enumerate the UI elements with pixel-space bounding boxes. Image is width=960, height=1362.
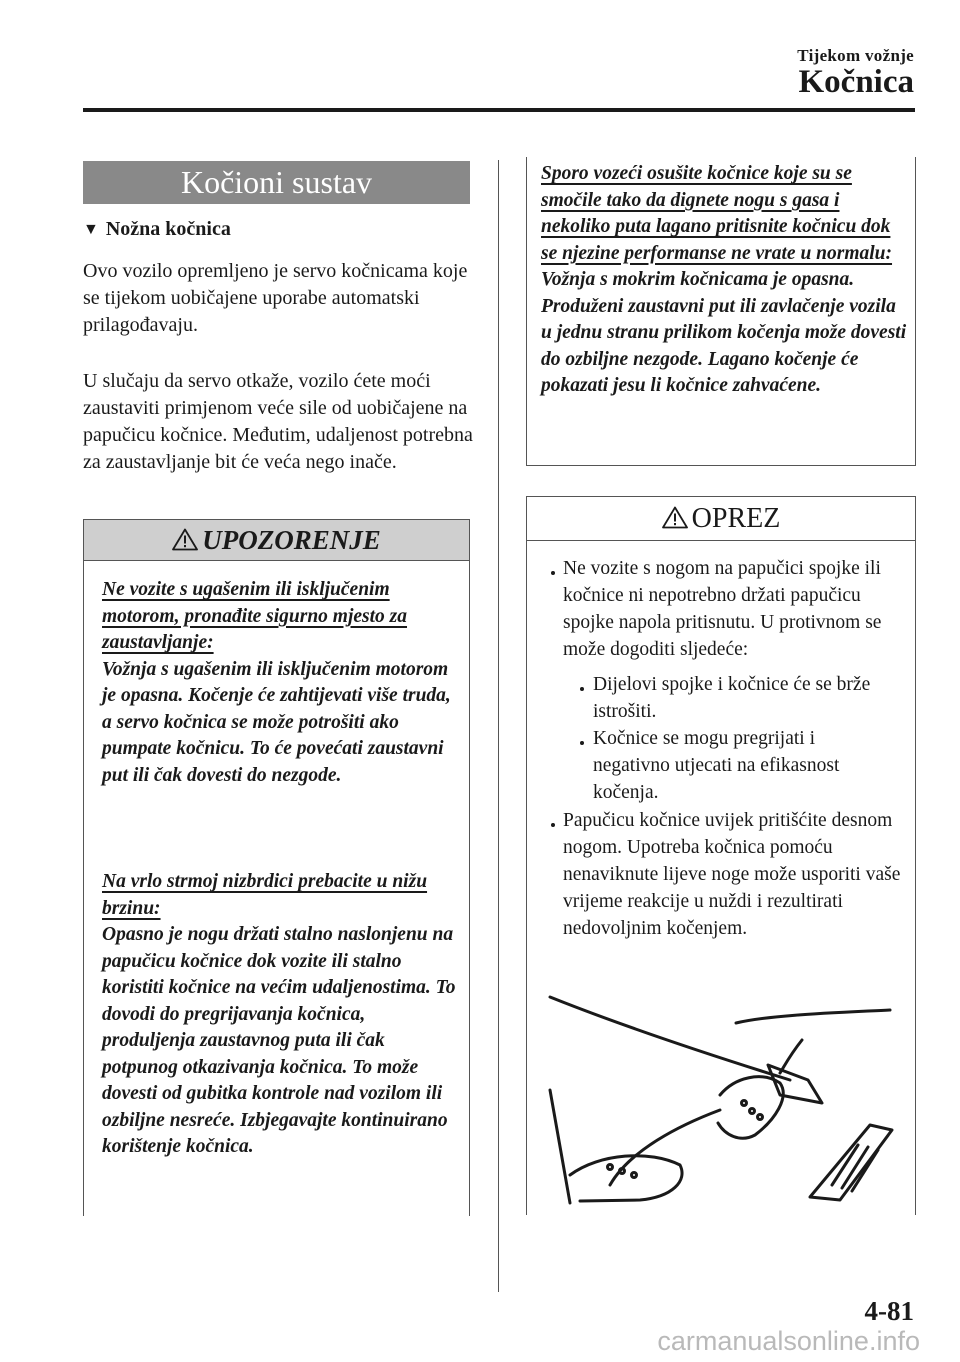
bullet-dot-icon [551,823,555,827]
warning-item-title: Sporo vozeći osušite kočnice koje su se smočile tako da dignete nogu s gasa i nekoliko puta lagano pritisnite kočnicu dok se njezine performanse ne vrate u normalu: [541,163,893,264]
warning-item-downhill [102,869,462,1161]
paragraph-servo: Ovo vozilo opremljeno je servo kočnicama koje se tijekom uobičajene uporabe automatski prilagođavaju. [83,260,468,336]
caution-header [527,497,915,541]
paragraph-failure: U slučaju da servo otkaže, vozilo ćete moći zaustaviti primjenom veće sile od uobičajene na papučicu kočnice. Međutim, udaljenost potrebna za zaustavljanje bit će veća nego inače. [83,370,473,473]
watermark: carmanualsonline.info [657,1326,920,1356]
warning-item-title: Na vrlo strmoj nizbrdici prebacite u nižu brzinu: [102,871,428,919]
caution-bullet-clutch: Ne vozite s nogom na papučici spojke ili kočnice ni nepotrebno držati papučicu spojke napola pritisnutu. U protivnom se može dogoditi sljedeće: [563,558,882,660]
warning-heading: UPOZORENJE [202,525,381,555]
warning-box [83,519,470,1216]
pedal-foot-illustration [540,985,900,1205]
warning-item-title: Ne vozite s ugašenim ili isključenim motorom, pronađite sigurno mjesto za zaustavljanje: [102,579,408,653]
subheading-text: Nožna kočnica [105,218,231,240]
bullet-dot-icon [551,571,555,575]
subheading [83,218,231,241]
chapter-label: Tijekom vožnje [797,46,914,65]
column-divider [498,160,499,1292]
caution-bullet-right-foot: Papučicu kočnice uvijek pritišćite desnom nogom. Upotreba kočnica pomoću nenaviknute lijeve noge može usporiti vaše vrijeme reakcije u nuždi i rezultirati nedovoljnim kočenjem. [563,810,901,939]
section-title: Kočioni sustav [83,161,470,204]
warning-item-body: Vožnja s mokrim kočnicama je opasna. Produženi zaustavni put ili zavlačenje vozila u jednu stranu prilikom kočenja može dovesti do ozbiljne nezgode. Lagano kočenje će pokazati jesu li kočnice zahvaćene. [541,269,907,396]
caution-heading: OPREZ [691,503,781,534]
warning-item-wet-brakes [541,161,907,400]
header-divider [83,108,915,112]
chapter-title: Kočnica [798,64,914,100]
warning-item-engine-off [102,577,462,789]
warning-continuation-box [526,157,916,466]
caution-subbullet-overheat: Kočnice se mogu pregrijati i negativno utjecati na efikasnost kočenja. [593,728,840,803]
warning-header [84,520,469,561]
warning-item-body: Opasno je nogu držati stalno naslonjenu na papučicu kočnice dok vozite ili stalno koristiti kočnice na većim udaljenostima. To dovodi do pregrijavanja kočnica, produljenja zaustavnog puta ili čak potpunog otkazivanja kočnica. To može dovesti od gubitka kontrole nad vozilom ili ozbiljne nesreće. Izbjegavajte kontinuirano korištenje kočnica. [102,924,456,1157]
caution-triangle-icon [662,506,688,529]
warning-triangle-icon [172,528,198,551]
bullet-dot-icon [580,741,584,745]
warning-item-body: Vožnja s ugašenim ili isključenim motorom je opasna. Kočenje će zahtijevati više truda, a servo kočnica se može potrošiti ako pumpate kočnicu. To će povećati zaustavni put ili čak dovesti do nezgode. [102,658,451,786]
triangle-marker-icon: ▼ [83,221,99,238]
caution-subbullet-wear: Dijelovi spojke i kočnice će se brže istrošiti. [593,674,871,722]
bullet-dot-icon [580,687,584,691]
page-number: 4-81 [864,1296,914,1326]
